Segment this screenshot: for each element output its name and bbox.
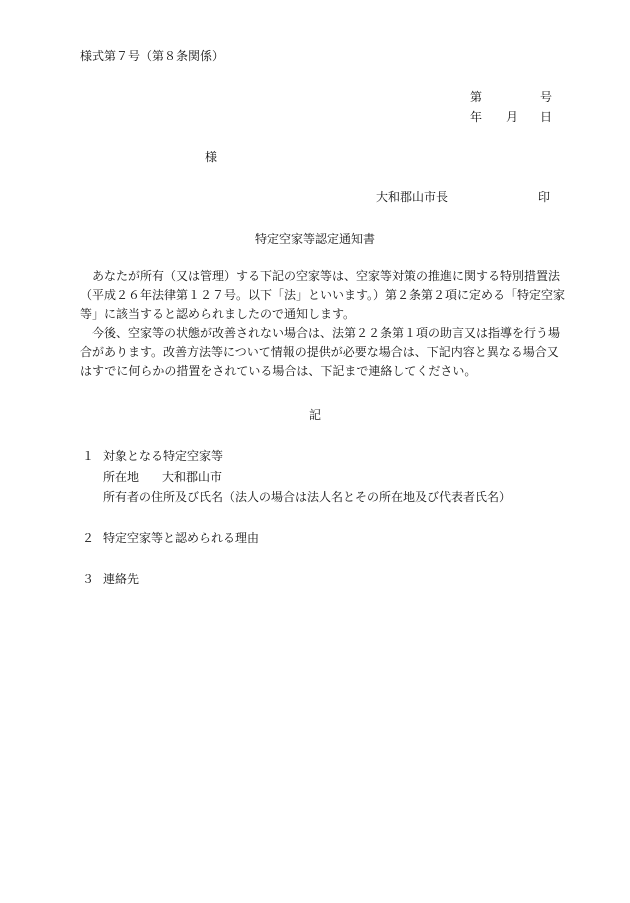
date-year-label: 年 xyxy=(470,110,483,124)
document-number-prefix: 第 xyxy=(470,90,483,104)
document-number-suffix: 号 xyxy=(540,90,553,104)
section-2-number: ２ xyxy=(82,531,95,545)
seal-mark: 印 xyxy=(537,190,550,204)
section-3-label: 連絡先 xyxy=(103,572,140,586)
paragraph-line: 合があります。改善方法等について情報の提供が必要な場合は、下記内容と異なる場合又 xyxy=(80,345,559,359)
date-month-label: 月 xyxy=(506,110,519,124)
sender-name: 大和郡山市長 xyxy=(376,190,449,204)
owner-label: 所有者の住所及び氏名（法人の場合は法人名とその所在地及び代表者氏名） xyxy=(103,490,512,504)
paragraph-notice xyxy=(80,267,566,324)
location-value: 大和郡山市 xyxy=(162,470,223,484)
paragraph-line: 等」に該当すると認められましたので通知します。 xyxy=(80,307,356,321)
paragraph-guidance xyxy=(80,324,561,381)
paragraph-line: あなたが所有（又は管理）する下記の空家等は、空家等対策の推進に関する特別措置法 xyxy=(80,269,561,283)
document-title: 特定空家等認定通知書 xyxy=(254,232,375,246)
paragraph-line: はすでに何らかの措置をされている場合は、下記まで連絡してください。 xyxy=(80,364,477,378)
form-id: 様式第７号（第８条関係） xyxy=(80,49,225,63)
location-label: 所在地 xyxy=(103,470,140,484)
section-1-number: １ xyxy=(82,449,95,463)
section-3-number: ３ xyxy=(82,572,95,586)
paragraph-line: （平成２６年法律第１２７号。以下「法」といいます。）第２条第２項に定める「特定空家 xyxy=(80,288,566,302)
paragraph-line: 今後、空家等の状態が改善されない場合は、法第２２条第１項の助言又は指導を行う場 xyxy=(80,326,561,340)
date-day-label: 日 xyxy=(540,110,553,124)
section-2-label: 特定空家等と認められる理由 xyxy=(103,531,260,545)
ki-heading: 記 xyxy=(308,408,321,422)
section-1-label: 対象となる特定空家等 xyxy=(103,449,224,463)
addressee-suffix: 様 xyxy=(205,150,218,164)
